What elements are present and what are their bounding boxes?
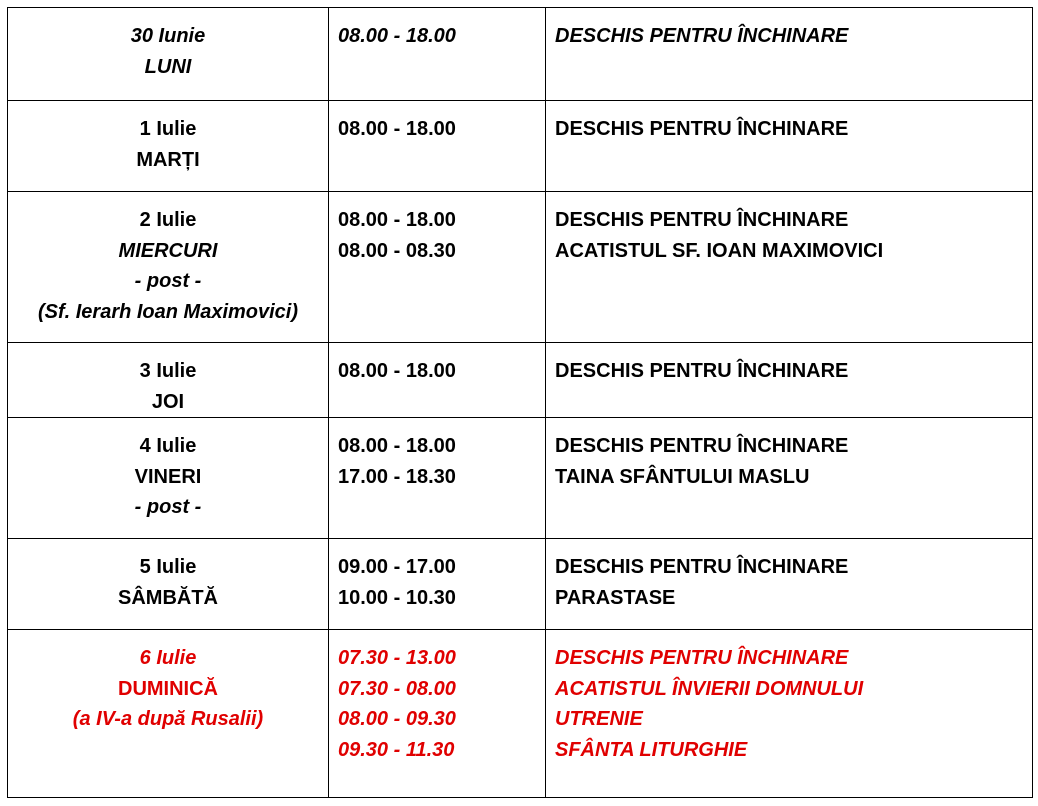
time-line: 08.00 - 18.00 bbox=[338, 209, 456, 231]
activity-line: DESCHIS PENTRU ÎNCHINARE bbox=[555, 435, 849, 457]
time-line: 07.30 - 13.00 bbox=[338, 647, 456, 669]
day-line: 2 Iulie bbox=[139, 209, 197, 231]
activity-line: UTRENIE bbox=[555, 708, 643, 730]
activity-line: DESCHIS PENTRU ÎNCHINARE bbox=[555, 360, 849, 382]
time-line: 09.00 - 17.00 bbox=[338, 556, 456, 578]
time-cell bbox=[329, 630, 546, 798]
activity-line: DESCHIS PENTRU ÎNCHINARE bbox=[555, 647, 849, 669]
activity-cell bbox=[546, 630, 1033, 798]
time-line: 09.30 - 11.30 bbox=[338, 738, 455, 761]
day-cell bbox=[8, 101, 329, 192]
day-cell bbox=[8, 343, 329, 418]
time-line: 08.00 - 08.30 bbox=[338, 239, 456, 262]
day-line: (Sf. Ierarh Ioan Maximovici) bbox=[37, 300, 299, 323]
day-line: JOI bbox=[151, 390, 185, 413]
time-line: 08.00 - 09.30 bbox=[338, 708, 456, 730]
time-cell bbox=[329, 192, 546, 343]
time-line: 17.00 - 18.30 bbox=[338, 465, 456, 488]
schedule-row bbox=[8, 192, 1033, 343]
day-line: 3 Iulie bbox=[139, 360, 197, 382]
time-cell bbox=[329, 101, 546, 192]
day-cell bbox=[8, 8, 329, 101]
day-line: SÂMBĂTĂ bbox=[118, 586, 218, 609]
activity-line: ACATISTUL ÎNVIERII DOMNULUI bbox=[555, 677, 864, 700]
time-cell bbox=[329, 418, 546, 539]
activity-line: DESCHIS PENTRU ÎNCHINARE bbox=[555, 556, 849, 578]
day-line: - post - bbox=[134, 270, 202, 292]
time-line: 08.00 - 18.00 bbox=[338, 25, 456, 47]
activity-line: DESCHIS PENTRU ÎNCHINARE bbox=[555, 209, 849, 231]
activity-line: DESCHIS PENTRU ÎNCHINARE bbox=[555, 25, 849, 47]
time-line: 10.00 - 10.30 bbox=[338, 586, 456, 609]
time-line: 08.00 - 18.00 bbox=[338, 435, 456, 457]
day-line: LUNI bbox=[144, 55, 192, 78]
activity-cell bbox=[546, 539, 1033, 630]
activity-line: DESCHIS PENTRU ÎNCHINARE bbox=[555, 118, 849, 140]
time-line: 08.00 - 18.00 bbox=[338, 118, 456, 140]
day-line: DUMINICĂ bbox=[118, 677, 218, 700]
day-line: 4 Iulie bbox=[139, 435, 197, 457]
schedule-row bbox=[8, 343, 1033, 418]
activity-line: PARASTASE bbox=[555, 586, 676, 609]
day-cell bbox=[8, 539, 329, 630]
schedule-row bbox=[8, 418, 1033, 539]
time-cell bbox=[329, 539, 546, 630]
activity-cell bbox=[546, 192, 1033, 343]
activity-line: SFÂNTA LITURGHIE bbox=[555, 738, 748, 761]
day-line: 1 Iulie bbox=[139, 118, 197, 140]
activity-cell bbox=[546, 8, 1033, 101]
schedule-row bbox=[8, 630, 1033, 798]
day-cell bbox=[8, 192, 329, 343]
day-line: MIERCURI bbox=[118, 239, 218, 262]
day-line: MARȚI bbox=[136, 148, 200, 171]
day-line: (a IV-a după Rusalii) bbox=[72, 708, 264, 730]
day-line: 5 Iulie bbox=[139, 556, 197, 578]
time-cell bbox=[329, 343, 546, 418]
activity-cell bbox=[546, 418, 1033, 539]
day-line: 6 Iulie bbox=[139, 647, 197, 669]
activity-line: ACATISTUL SF. IOAN MAXIMOVICI bbox=[555, 239, 884, 262]
schedule-table bbox=[7, 7, 1033, 798]
schedule-body bbox=[8, 8, 1033, 798]
day-cell bbox=[8, 630, 329, 798]
schedule-row bbox=[8, 8, 1033, 101]
time-line: 08.00 - 18.00 bbox=[338, 360, 456, 382]
time-cell bbox=[329, 8, 546, 101]
day-line: 30 Iunie bbox=[130, 25, 206, 47]
day-cell bbox=[8, 418, 329, 539]
schedule-row bbox=[8, 539, 1033, 630]
day-line: - post - bbox=[134, 496, 202, 518]
activity-line: TAINA SFÂNTULUI MASLU bbox=[555, 465, 810, 488]
activity-cell bbox=[546, 101, 1033, 192]
day-line: VINERI bbox=[134, 465, 202, 488]
time-line: 07.30 - 08.00 bbox=[338, 677, 456, 700]
activity-cell bbox=[546, 343, 1033, 418]
schedule-row bbox=[8, 101, 1033, 192]
